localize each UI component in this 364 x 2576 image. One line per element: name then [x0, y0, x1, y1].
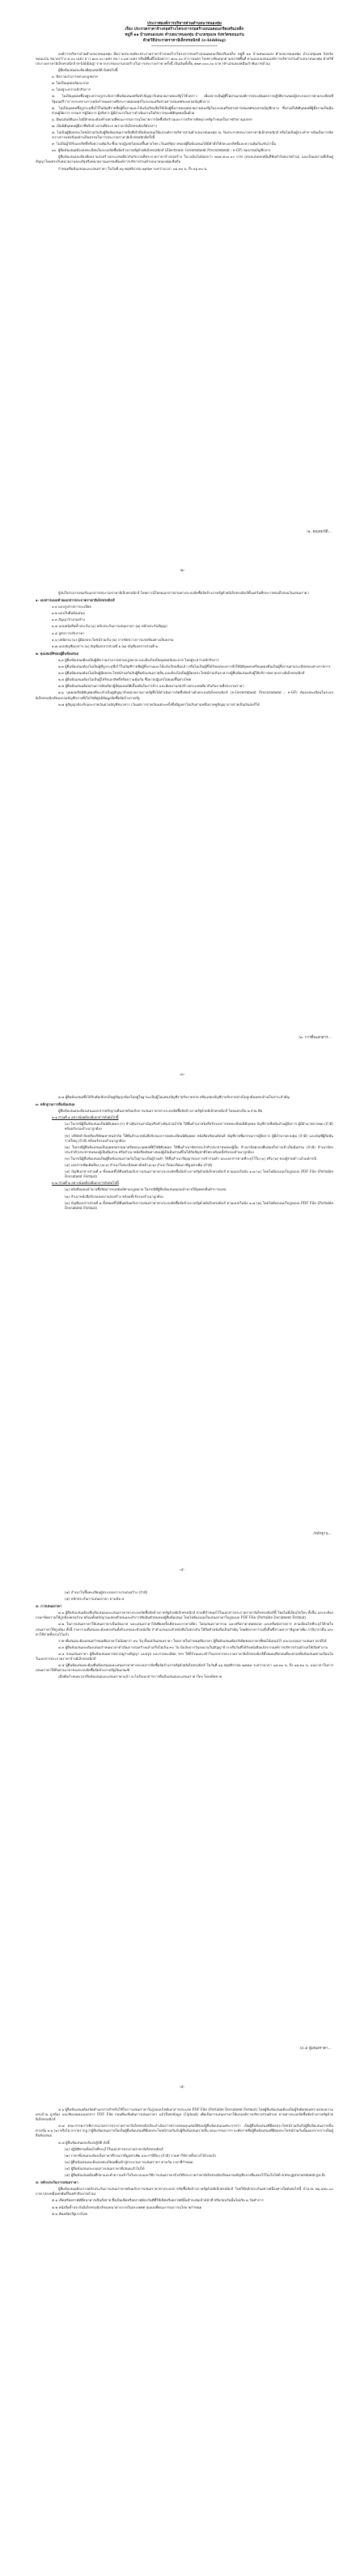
list-item: (๒) ในกรณีผู้ยื่นข้อเสนอเป็นบุคคลธรรมดาหรือคณะบุคคลที่มิใช่นิติบุคคล ให้ยื่นสำเนาบัตรประจำตัวประชาชนของผู้นั้น สำเนาข้อตกลงที่แสดงถึงการเข้าเป็นหุ้นส่วน (ถ้ามี) สำเนาบัตรประจำตัวประชาชนของผู้เป็นหุ้นส่วน หรือสำเนาหนังสือเดินทางของผู้เป็นหุ้นส่วนที่ไม่ได้ถือสัญชาติไทย พร้อมทั้งรับรองสำเนาถูกต้อง: [65, 1144, 333, 1154]
page-1: [0, 0, 364, 552]
paragraph: ๒.๓ ผู้ยื่นข้อเสนอต้องไม่เป็นผู้มีผลประโยชน์ร่วมกันกับผู้ยื่นข้อเสนอรายอื่น และต้องไม่เป็นผู้มีผลประโยชน์ร่วมกันระหว่างผู้ยื่นข้อเสนอกับผู้ให้บริการตลาดกลางอิเล็กทรอนิกส์: [58, 671, 305, 676]
list-item: (ข) บริษัทจำกัดหรือบริษัทมหาชนจำกัด ให้ยื่นสำเนาหนังสือรับรองการจดทะเบียนนิติบุคคล หนังสือบริคณห์สนธิ บัญชีรายชื่อกรรมการผู้จัดการ ผู้มีอำนาจควบคุม (ถ้ามี) และบัญชีผู้ถือหุ้นรายใหญ่ (ถ้ามี) พร้อมรับรองสำเนาถูกต้อง: [65, 1133, 333, 1143]
paragraph: ผู้ยื่นข้อเสนอต้องวางหลักประกันการเสนอราคาพร้อมกับการเสนอราคาทางระบบการจัดซื้อจัดจ้างภาครัฐด้วยอิเล็กทรอนิกส์ โดยใช้หลักประกันอย่างหนึ่งอย่างใดดังต่อไปนี้ จำนวน ๒๖,๔๕๐.๐๐ บาท (สองหมื่นหกพันสี่ร้อยห้าสิบบาทถ้วน): [36, 2187, 333, 2196]
list-item: ๒. ไม่เป็นบุคคลล้มละลาย: [52, 81, 89, 86]
section-heading: ๔. การเสนอราคา: [36, 1604, 62, 1609]
list-item: (๓) ผู้ยื่นข้อเสนอจะต้องลงทะเบียนเพื่อเข้าสู่กระบวนการเสนอราคา ตามวัน เวลาที่กำหนด: [65, 2159, 193, 2164]
list-item: (๒) สำเนาหนังสือรับรองผลงานก่อสร้าง พร้อมทั้งรับรองสำเนาถูกต้อง: [65, 1194, 163, 1199]
intro-paragraph: องค์การบริหารส่วนตำบลนาหนองทุ่ม มีความประสงค์จะประกวดราคาจ้างก่อสร้างโครงการก่อสร้างถนนคอนกรีตเสริมเหล็ก หมู่ที่ ๑๑ บ้านหนองแสง ตำบลนาหนองทุ่ม อำเภอชุมแพ จังหวัดขอนแก่น ขนาดกว้าง ๔.๐๐ เมตร ยาว ๒๐๐.๐๐ เมตร หนา ๐.๑๕ เมตร หรือมีพื้นที่ไม่น้อยกว่า ๘๐๐.๐๐ ตารางเมตร ไหล่ทางหินคลุกตามสภาพพื้นที่ ตามแบบแปลนองค์การบริหารส่วนตำบลนาหนองทุ่ม ด้วยวิธีประกวดราคาอิเล็กทรอนิกส์ (e-bidding) ราคากลางของงานก่อสร้างในการประกวดราคาครั้งนี้ เป็นเงินทั้งสิ้น ๕๒๙,๐๐๐.๐๐ บาท (ห้าแสนสองหมื่นเก้าพันบาทถ้วน): [36, 51, 333, 66]
list-item: ๑. มีความสามารถตามกฎหมาย: [52, 74, 98, 79]
list-item: (๑) ปฏิบัติตามเงื่อนไขที่ระบุไว้ในเอกสารประกวดราคาอิเล็กทรอนิกส์: [65, 2146, 163, 2151]
deadline-paragraph: กำหนดยื่นข้อเสนอและเสนอราคา ในวันที่ ๑๖ พฤศจิกายน ๒๕๕๙ ระหว่างเวลา ๐๘.๓๐ น. ถึง ๑๖.๓๐ น.: [58, 166, 208, 171]
list-item: ๖. มีคุณสมบัติและไม่มีลักษณะต้องห้ามตามที่คณะกรรมการนโยบายการจัดซื้อจัดจ้างและการบริหารพัสดุภาครัฐกำหนดในราชกิจจานุเบกษา: [52, 117, 253, 121]
continuation-marker: /๓. การยื่นเอกสาร...: [298, 1036, 332, 1040]
page-3: [0, 1056, 364, 1551]
page-4: [0, 1551, 364, 2069]
page-2-content: [36, 591, 333, 709]
section-heading: ๕. หลักประกันการเสนอราคา: [36, 2180, 78, 2185]
list-item: ๑.๕ สูตรการปรับราคา: [52, 630, 85, 635]
document-header: [36, 21, 333, 49]
header-line-4: ด้วยวิธีประกวดราคาอิเล็กทรอนิกส์ (e-bidding): [142, 37, 226, 43]
page-number: -๓-: [179, 1072, 185, 1077]
list-item: (๕) ผู้ยื่นข้อเสนอต้องศึกษาและทำความเข้าใจในระบบและวิธีการเสนอราคาด้วยวิธีประกวดราคาอิเล็กทรอนิกส์ของกรมบัญชีกลางที่แสดงไว้ในเว็บไซต์ www.gprocurement.go.th: [65, 2173, 325, 2178]
paragraph: ๒.๑ ผู้ยื่นข้อเสนอต้องเป็นผู้มีความสามารถตามกฎหมาย และต้องไม่เป็นบุคคลล้มละลาย ไม่อยู่ระหว่างเลิกกิจการ: [58, 657, 219, 662]
page-5: [0, 2069, 364, 2576]
list-item: ๑.๖ บทนิยาม (๑) ผู้มีผลประโยชน์ร่วมกัน (๒) การขัดขวางการแข่งขันอย่างเป็นธรรม: [52, 637, 174, 642]
list-item: ๘. ไม่เป็นผู้มีผลประโยชน์ร่วมกันกับผู้ยื่นข้อเสนอรายอื่นที่เข้ายื่นข้อเสนอให้แก่องค์การบริหารส่วนตำบลนาหนองทุ่ม ณ วันประกาศประกวดราคาอิเล็กทรอนิกส์ หรือไม่เป็นผู้กระทำการอันเป็นการขัดขวางการแข่งขันอย่างเป็นธรรมในการประกวดราคาอิเล็กทรอนิกส์ครั้งนี้: [52, 129, 333, 140]
paragraph: ๔.๖ ผู้ยื่นข้อเสนอต้องจัดทำเอกสารสำหรับใช้ในการเสนอราคาในรูปแบบไฟล์เอกสารประเภท PDF File (Portable Document Format) โดยผู้ยื่นข้อเสนอต้องเป็นผู้รับผิดชอบตรวจสอบความครบถ้วน ถูกต้อง และชัดเจนของเอกสาร PDF File ก่อนที่จะยืนยันการเสนอราคา แล้วจึงส่งข้อมูล (Upload) เพื่อเป็นการเสนอราคาให้แก่องค์การบริหารส่วนตำบล ผ่านทางระบบจัดซื้อจัดจ้างภาครัฐด้วยอิเล็กทรอนิกส์: [36, 2107, 333, 2122]
section-heading: ๓. หลักฐานการยื่นข้อเสนอ: [36, 1102, 75, 1107]
list-item: (๕) หลักประกันการเสนอราคา ตามข้อ ๕: [65, 1597, 125, 1602]
experience-paragraph: ผู้ยื่นข้อเสนอจะต้องมีผลงานก่อสร้างประเภทเดียวกันกับงานที่ประกวดราคาจ้างก่อสร้าง ในวงเงินไม่น้อยกว่า ๒๖๔,๕๐๐.๐๐ บาท (สองแสนหกหมื่นสี่พันห้าร้อยบาทถ้วน) และเป็นผลงานที่เป็นคู่สัญญาโดยตรงกับหน่วยงานของรัฐหรือหน่วยงานเอกชนที่องค์การบริหารส่วนตำบลนาหนองทุ่มเชื่อถือ: [36, 155, 333, 164]
list-item: ๑.๑ แบบรูปรายการละเอียด: [52, 605, 92, 609]
list-item: ๕. ไม่เป็นบุคคลซึ่งถูกระบุชื่อไว้ในบัญชีรายชื่อผู้ทิ้งงานและได้แจ้งเวียนชื่อให้เป็นผู้ทิ้งงานของหน่วยงานของรัฐในระบบเครือข่ายสารสนเทศของกรมบัญชีกลาง ซึ่งรวมถึงนิติบุคคลที่ผู้ทิ้งงานเป็นหุ้นส่วนผู้จัดการ กรรมการผู้จัดการ ผู้บริหาร ผู้มีอำนาจในการดำเนินงานในกิจการของนิติบุคคลนั้นด้วย: [52, 105, 333, 115]
page-4-content: [36, 1590, 333, 1681]
page-2: [0, 552, 364, 1056]
list-item: (๔) เอกสารเพิ่มเติมอื่นๆ (๔.๑) สำเนาใบทะเบียนพาณิชย์ (๔.๒) สำเนาใบทะเบียนภาษีมูลค่าเพิ่ม (ถ้ามี): [65, 1163, 213, 1168]
continuation-marker: /หลักฐาน...: [313, 1532, 332, 1536]
qualification-intro: ผู้ยื่นข้อเสนอจะต้องมีคุณสมบัติ ดังต่อไปนี้: [58, 68, 118, 73]
list-item: ๗. เป็นนิติบุคคลผู้มีอาชีพรับจ้างงานที่ประกวดราคาอิเล็กทรอนิกส์ดังกล่าว: [52, 123, 158, 128]
list-item: ๔. ไม่เป็นบุคคลซึ่งอยู่ระหว่างถูกระงับการยื่นข้อเสนอหรือทำสัญญากับหน่วยงานของรัฐไว้ชั่วคราว เนื่องจากเป็นผู้ที่ไม่ผ่านเกณฑ์การประเมินผลการปฏิบัติงานของผู้ประกอบการตามระเบียบที่รัฐมนตรีว่าการกระทรวงการคลังกำหนดตามที่ประกาศเผยแพร่ในระบบเครือข่ายสารสนเทศของกรมบัญชีกลาง: [52, 94, 333, 104]
page-number: -๒-: [179, 568, 185, 573]
paragraph: ๔.๑ ผู้ยื่นข้อเสนอต้องยื่นข้อเสนอและเสนอราคาทางระบบจัดซื้อจัดจ้างภาครัฐด้วยอิเล็กทรอนิกส์ ตามที่กำหนดไว้ในเอกสารประกวดราคาอิเล็กทรอนิกส์นี้ โดยไม่มีเงื่อนไขใดๆ ทั้งสิ้น และจะต้องกรอกข้อความให้ถูกต้องครบถ้วน พร้อมทั้งหลักฐานแสดงตัวตนและทำการยืนยันตัวตนของผู้ยื่นข้อเสนอ โดยไม่ต้องแนบใบเสนอราคาในรูปแบบ PDF File (Portable Document Format): [36, 1611, 333, 1620]
download-paragraph: ผู้สนใจสามารถขอรับเอกสารประกวดราคาอิเล็กทรอนิกส์ โดยดาวน์โหลดเอกสารผ่านทางระบบจัดซื้อจัดจ้างภาครัฐด้วยอิเล็กทรอนิกส์ตั้งแต่วันที่ประกาศจนถึงก่อนวันเสนอราคา: [58, 591, 309, 595]
list-item: ๑.๒ แบบใบยื่นข้อเสนอ: [52, 611, 85, 616]
section-heading: ๑. เอกสารแนบท้ายเอกสารประกวดราคาอิเล็กทรอนิกส์: [36, 598, 115, 603]
paragraph: ๔.๒ ในการเสนอราคาให้เสนอราคาเป็นเงินบาท และเสนอราคาได้เพียงครั้งเดียวและราคาเดียว โดยเสนอราคารวม และหรือราคาต่อหน่วย และหรือต่อรายการ ตามเงื่อนไขที่ระบุไว้ท้ายใบเสนอราคาให้ถูกต้อง ทั้งนี้ ราคารวมที่เสนอจะต้องตรงกันทั้งตัวเลขและตัวหนังสือ ถ้าตัวเลขและตัวหนังสือไม่ตรงกัน ให้ถือตัวหนังสือเป็นสำคัญ โดยคิดราคารวมทั้งสิ้นซึ่งรวมค่าภาษีมูลค่าเพิ่ม ภาษีอากรอื่น และค่าใช้จ่ายทั้งปวงไว้แล้ว: [36, 1622, 333, 1636]
list-item: (๑) ในกรณีผู้ยื่นข้อเสนอเป็นนิติบุคคล (ก) ห้างหุ้นส่วนสามัญหรือห้างหุ้นส่วนจำกัด ให้ยื่นสำเนาหนังสือรับรองการจดทะเบียนนิติบุคคล บัญชีรายชื่อหุ้นส่วนผู้จัดการ ผู้มีอำนาจควบคุม (ถ้ามี) พร้อมรับรองสำเนาถูกต้อง: [65, 1122, 333, 1131]
header-line-2: เรื่อง ประกวดราคาจ้างก่อสร้างโครงการก่อสร้างถนนคอนกรีตเสริมเหล็ก: [125, 26, 244, 32]
paragraph: ๒.๕ ผู้ยื่นข้อเสนอต้องผ่านการคัดเลือกผู้มีคุณสมบัติเบื้องต้นในการจ้าง และมีผลงานก่อสร้างประเภทเดียวกันกับงานที่ประกวดราคา: [58, 684, 244, 689]
page-5-content: [36, 2107, 333, 2218]
continuation-marker: /๔.๕ ผู้เสนอราคา...: [299, 2047, 332, 2051]
paragraph: ๔.๕ ผู้ยื่นข้อเสนอจะต้องยื่นข้อเสนอและเสนอราคาทางระบบการจัดซื้อจัดจ้างภาครัฐด้วยอิเล็กทรอนิกส์ ในวันที่ ๑๖ พฤศจิกายน ๒๕๕๙ ระหว่างเวลา ๐๘.๓๐ น. ถึง ๑๖.๓๐ น. และเวลาในการเสนอราคาให้ถือตามเวลาของระบบจัดซื้อจัดจ้างภาครัฐเป็นเกณฑ์: [36, 1663, 333, 1673]
list-item: (๓) ในกรณีผู้ยื่นข้อเสนอเป็นผู้ยื่นข้อเสนอร่วมกันในฐานะเป็นผู้ร่วมค้า ให้ยื่นสำเนาสัญญาของการเข้าร่วมค้า และเอกสารตามที่ระบุไว้ใน (๑) หรือ (๒) ของผู้ร่วมค้า แล้วแต่กรณี: [65, 1156, 316, 1161]
paragraph: เมื่อพ้นกำหนดเวลายื่นข้อเสนอและเสนอราคาแล้ว จะไม่รับเอกสารการยื่นข้อเสนอและเสนอราคาใดๆ โดยเด็ดขาด: [58, 1674, 222, 1679]
paragraph: ๒.๘ ผู้ยื่นข้อเสนอซึ่งได้รับคัดเลือกเป็นคู่สัญญาต้องไม่อยู่ในฐานะเป็นผู้ไม่แสดงบัญชีรายรับรายจ่าย หรือแสดงบัญชีรายรับรายจ่ายไม่ถูกต้องครบถ้วนในสาระสำคัญ: [58, 1095, 290, 1099]
paragraph: ๔.๘ ผู้ยื่นข้อเสนอจะต้องปฏิบัติ ดังนี้: [58, 2140, 110, 2145]
list-item: (๔) สำเนาใบขึ้นทะเบียนผู้ประกอบการงานก่อสร้าง (ถ้ามี): [65, 1590, 148, 1594]
paragraph: ๒.๔ ผู้ยื่นข้อเสนอต้องไม่เป็นผู้ได้รับเอกสิทธิ์หรือความคุ้มกัน ซึ่งอาจปฏิเสธไม่ยอมขึ้นศาลไทย: [58, 677, 192, 682]
header-line-5: -----------------------------------------: [151, 43, 218, 49]
list-item: ๑.๔ แบบหนังสือค้ำประกัน (๑) หลักประกันการเสนอราคา (๒) หลักประกันสัญญา: [52, 624, 168, 629]
list-item: (๒) ราคาที่เสนอจะต้องเป็นราคาที่รวมภาษีมูลค่าเพิ่ม และภาษีอื่นๆ (ถ้ามี) รวมค่าใช้จ่ายทั้งปวงไว้ด้วยแล้ว: [65, 2153, 217, 2158]
page-number: -๕-: [179, 2085, 185, 2090]
paragraph: ผู้ยื่นข้อเสนอจะต้องเสนอเอกสารหลักฐานยื่นมาพร้อมกับการเสนอราคาทางระบบจัดซื้อจัดจ้างภาครัฐด้วยอิเล็กทรอนิกส์ โดยแยกเป็น ๒ ส่วน คือ: [58, 1109, 263, 1114]
header-line-3: หมู่ที่ ๑๑ บ้านหนองแสง ตำบลนาหนองทุ่ม อำเภอชุมแพ จังหวัดขอนแก่น: [125, 32, 244, 37]
paragraph: ๔.๗ คณะกรรมการพิจารณาผลการประกวดราคาอิเล็กทรอนิกส์จะดำเนินการตรวจสอบคุณสมบัติของผู้ยื่นข้อเสนอแต่ละรายว่า เป็นผู้ยื่นข้อเสนอที่มีผลประโยชน์ร่วมกันกับผู้ยื่นข้อเสนอรายอื่นตามข้อ ๑.๖ (๑) หรือไม่ หากปรากฏว่าผู้ยื่นข้อเสนอรายใดเป็นผู้ยื่นข้อเสนอที่มีผลประโยชน์ร่วมกันกับผู้ยื่นข้อเสนอรายอื่น คณะกรรมการฯ จะตัดรายชื่อผู้ยื่นข้อเสนอที่มีผลประโยชน์ร่วมกันนั้นออกจากการเป็นผู้ยื่นข้อเสนอ: [36, 2124, 333, 2138]
paragraph: ราคาที่เสนอจะต้องเสนอกำหนดยืนราคาไม่น้อยกว่า ๙๐ วัน ตั้งแต่วันเสนอราคา โดยภายในกำหนดยืนราคา ผู้ยื่นข้อเสนอต้องรับผิดชอบราคาที่ตนได้เสนอไว้ และจะถอนการเสนอราคามิได้: [58, 1638, 327, 1643]
list-item: ๕.๑ เช็คหรือดราฟท์ที่ธนาคารเซ็นสั่งจ่าย ซึ่งเป็นเช็คหรือดราฟท์ลงวันที่ที่ใช้เช็คหรือดราฟท์นั้นชำระต่อเจ้าหน้าที่ หรือก่อนวันนั้นไม่เกิน ๓ วันทำการ: [52, 2198, 264, 2203]
paragraph: ๒.๒ ผู้ยื่นข้อเสนอต้องไม่เป็นผู้ที่ถูกระบุชื่อไว้ในบัญชีรายชื่อผู้ทิ้งงานและได้แจ้งเวียนชื่อแล้ว หรือไม่เป็นผู้ที่ได้รับผลของการสั่งให้นิติบุคคลหรือบุคคลอื่นเป็นผู้ทิ้งงานตามระเบียบของทางราชการ: [58, 664, 331, 669]
continuation-marker: /๑. คุณสมบัติ...: [307, 530, 332, 534]
paragraph: ๔.๓ ผู้ยื่นข้อเสนอจะต้องเสนอกำหนดเวลาดำเนินการก่อสร้างแล้วเสร็จไม่เกิน ๙๐ วัน นับถัดจากวันลงนามในสัญญาจ้าง หรือวันที่ได้รับหนังสือแจ้งจากองค์การบริหารส่วนตำบลให้เริ่มทำงาน: [58, 1644, 328, 1649]
list-item: (๓) บัญชีเอกสารส่วนที่ ๒ ทั้งหมดที่ได้ยื่นพร้อมกับการเสนอราคาทางระบบจัดซื้อจัดจ้างภาครัฐด้วยอิเล็กทรอนิกส์ ตามแบบในข้อ ๑.๗ (๒) โดยไม่ต้องแนบในรูปแบบ PDF File (Portable Document Format): [65, 1200, 333, 1210]
qualification-list: [36, 74, 333, 153]
page-1-content: [36, 21, 333, 173]
list-item: ๓. ไม่อยู่ระหว่างเลิกกิจการ: [52, 87, 91, 92]
list-item: ๑.๗ แบบบัญชีเอกสาร (๑) บัญชีเอกสารส่วนที่ ๑ (๒) บัญชีเอกสารส่วนที่ ๒: [52, 643, 159, 648]
paragraph: ๒.๗ คู่สัญญาต้องรับและจ่ายเงินผ่านบัญชีธนาคาร เว้นแต่การจ่ายเงินแต่ละครั้งซึ่งมีมูลค่าไม่เกินสามหมื่นบาทคู่สัญญาอาจจ่ายเป็นเงินสดก็ได้: [58, 702, 260, 707]
page-3-content: [36, 1095, 333, 1212]
list-item: (๑) หนังสือมอบอำนาจซึ่งปิดอากรแสตมป์ตามกฎหมาย ในกรณีที่ผู้ยื่นข้อเสนอมอบอำนาจให้บุคคลอื่นทำการแทน: [65, 1187, 226, 1192]
page-number: -๔-: [179, 1568, 185, 1572]
list-item: ๑.๓ สัญญาจ้างก่อสร้าง: [52, 617, 86, 622]
section-heading: ๒. คุณสมบัติของผู้ยื่นข้อเสนอ: [36, 651, 78, 656]
list-item: ๕.๓ พันธบัตรรัฐบาลไทย: [52, 2211, 87, 2216]
header-line-1: ประกาศองค์การบริหารส่วนตำบลนาหนองทุ่ม: [146, 21, 222, 26]
list-item: (๕) บัญชีเอกสารส่วนที่ ๑ ทั้งหมดที่ได้ยื่นพร้อมกับการเสนอราคาทางระบบจัดซื้อจัดจ้างภาครัฐด้วยอิเล็กทรอนิกส์ ตามแบบในข้อ ๑.๗ (๑) โดยไม่ต้องแนบในรูปแบบ PDF File (Portable Document Format): [65, 1169, 333, 1179]
paragraph: ๔.๔ ก่อนเสนอราคา ผู้ยื่นข้อเสนอควรตรวจดูร่างสัญญา แบบรูป และรายละเอียด ฯลฯ ให้ถี่ถ้วนและเข้าใจเอกสารประกวดราคาอิเล็กทรอนิกส์ทั้งหมดเสียก่อนที่จะตกลงยื่นข้อเสนอตามเงื่อนไขในเอกสารประกวดราคาจ้างอิเล็กทรอนิกส์: [36, 1651, 333, 1661]
list-item: (๔) ผู้ยื่นข้อเสนอจะถอนการเสนอราคาที่เสนอแล้วไม่ได้: [65, 2166, 145, 2171]
list-item: ๙. ไม่เป็นผู้ได้รับเอกสิทธิ์หรือความคุ้มกัน ซึ่งอาจปฏิเสธไม่ยอมขึ้นศาลไทย เว้นแต่รัฐบาลของผู้ยื่นข้อเสนอได้มีคำสั่งให้สละเอกสิทธิ์และความคุ้มกันเช่นว่านั้น: [52, 142, 277, 146]
paragraph: ๒.๖ บุคคลหรือนิติบุคคลที่จะเข้าเป็นคู่สัญญากับหน่วยงานภาครัฐซึ่งได้ดำเนินการจัดซื้อจัดจ้างด้วยระบบอิเล็กทรอนิกส์ (e-Government Procurement : e-GP) ต้องลงทะเบียนในระบบอิเล็กทรอนิกส์ของกรมบัญชีกลางที่เว็บไซต์ศูนย์ข้อมูลจัดซื้อจัดจ้างภาครัฐ: [36, 690, 333, 700]
list-item: ๑๐. ผู้ยื่นข้อเสนอต้องลงทะเบียนในระบบจัดซื้อจัดจ้างภาครัฐด้วยอิเล็กทรอนิกส์ (Electronic Government Procurement : e-GP) ของกรมบัญชีกลาง: [52, 148, 271, 153]
list-item: ๕.๒ หนังสือค้ำประกันอิเล็กทรอนิกส์ของธนาคารภายในประเทศตามแบบที่คณะกรรมการนโยบายกำหนด: [52, 2205, 202, 2209]
subsection-heading: ๓.๑ ส่วนที่ ๑ อย่างน้อยต้องมีเอกสารดังต่อไปนี้: [52, 1115, 119, 1120]
subsection-heading: ๓.๒ ส่วนที่ ๒ อย่างน้อยต้องมีเอกสารดังต่อไปนี้: [52, 1181, 119, 1186]
